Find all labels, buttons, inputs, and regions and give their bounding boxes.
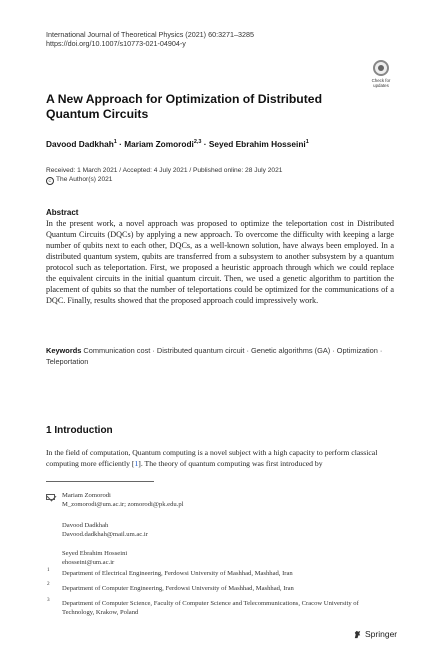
contact-email[interactable]: M_zomorodi@um.ac.ir; zomorodi@pk.edu.pl (62, 501, 184, 508)
author-list: Davood Dadkhah$^1$ · Mariam Zomorodi$^{2,3}$ · Seyed Ebrahim Hosseini$^1$ (46, 139, 309, 149)
author-affiliation-ref: 1 (305, 139, 309, 146)
dates-line: Received: 1 March 2021 / Accepted: 4 July 2021 / Published online: 28 July 2021 (46, 167, 283, 174)
affiliation-number: 3 (47, 597, 50, 603)
citation-link[interactable]: 1 (134, 458, 139, 468)
contact-name: Davood Dadkhah (62, 522, 109, 529)
abstract-body: In the present work, a novel approach was proposed to optimize the teleportation cost in Distributed Quantum Circuits (DQCs) by applying a new approach. To overcome the difficulty with keeping a large number of qubits next to each other, DQCs, as a well-known solution, have always been employed. In a distributed quantum system, qubits are transferred from a subsystem to another subsystem by a quantum protocol such as teleportation. First, we proposed a heuristic approach through which we could replace the equivalent circuits in the initial quantum circuit. Then, we used a genetic algorithm to partition the placement of qubits so that the number of teleportations could be optimized for the communications of a DQC. Finally, results showed that the proposed approach could impressively work. (46, 219, 394, 305)
contact-name: Seyed Ebrahim Hosseini (62, 550, 128, 557)
contact-block (62, 521, 148, 539)
check-for-updates-badge[interactable] (366, 60, 396, 92)
contact-block (62, 549, 127, 567)
badge-line-2: updates (373, 83, 389, 88)
contact-name: Mariam Zomorodi (62, 492, 111, 499)
abstract-heading: Abstract (46, 208, 79, 217)
contact-block (62, 491, 183, 509)
copyright-line (46, 175, 406, 185)
affiliation-number: 1 (47, 567, 50, 573)
affiliation-text: Department of Electrical Engineering, Ferdowsi University of Mashhad, Mashhad, Iran (62, 570, 293, 577)
author-name: Mariam Zomorodi (124, 139, 194, 149)
copyright-text: The Author(s) 2021 (56, 176, 113, 183)
keywords-text: Communication cost · Distributed quantum circuit · Genetic algorithms (GA) · Optimization · Teleportation (46, 346, 383, 366)
paper-title: A New Approach for Optimization of Distributed Quantum Circuits (46, 92, 323, 121)
doi-link[interactable]: https://doi.org/10.1007/s10773-021-04904-y (46, 39, 186, 48)
springer-horse-icon (353, 630, 362, 639)
author-name: Davood Dadkhah (46, 139, 114, 149)
author-affiliation-ref: 2,3 (193, 139, 202, 146)
check-for-updates-icon (373, 60, 389, 76)
creative-commons-icon: C (46, 177, 54, 185)
affiliation-number: 2 (47, 581, 50, 587)
envelope-icon (46, 494, 55, 500)
footnote-divider (46, 481, 154, 482)
publisher-logo (353, 629, 397, 639)
author-name: Seyed Ebrahim Hosseini (208, 139, 306, 149)
journal-header (46, 30, 254, 48)
intro-text: In the field of computation, Quantum computing is a novel subject with a high capacity to perform classical computing more efficiently [ (46, 448, 378, 468)
journal-citation: International Journal of Theoretical Physics (2021) 60:3271–3285 (46, 30, 255, 39)
affiliation-text: Department of Computer Engineering, Ferdowsi University of Mashhad, Mashhad, Iran (62, 585, 294, 592)
publisher-name: Springer (365, 629, 398, 639)
keywords (46, 346, 394, 367)
intro-paragraph (46, 448, 394, 469)
intro-text-cont: ]. The theory of quantum computing was first introduced by (138, 458, 323, 468)
author-affiliation-ref: 1 (113, 139, 117, 146)
contact-email[interactable]: Davood.dadkhah@mail.um.ac.ir (62, 531, 148, 538)
keywords-label: Keywords (46, 346, 82, 355)
contact-email[interactable]: ehosseini@um.ac.ir (62, 559, 115, 566)
section-heading: 1 Introduction (46, 425, 113, 436)
badge-line-1: Check for (371, 78, 391, 83)
publication-dates (46, 166, 406, 185)
affiliation-text: Department of Computer Science, Faculty of Computer Science and Telecommunications, Cracow University of Technology, Krakow, Poland (62, 600, 359, 616)
